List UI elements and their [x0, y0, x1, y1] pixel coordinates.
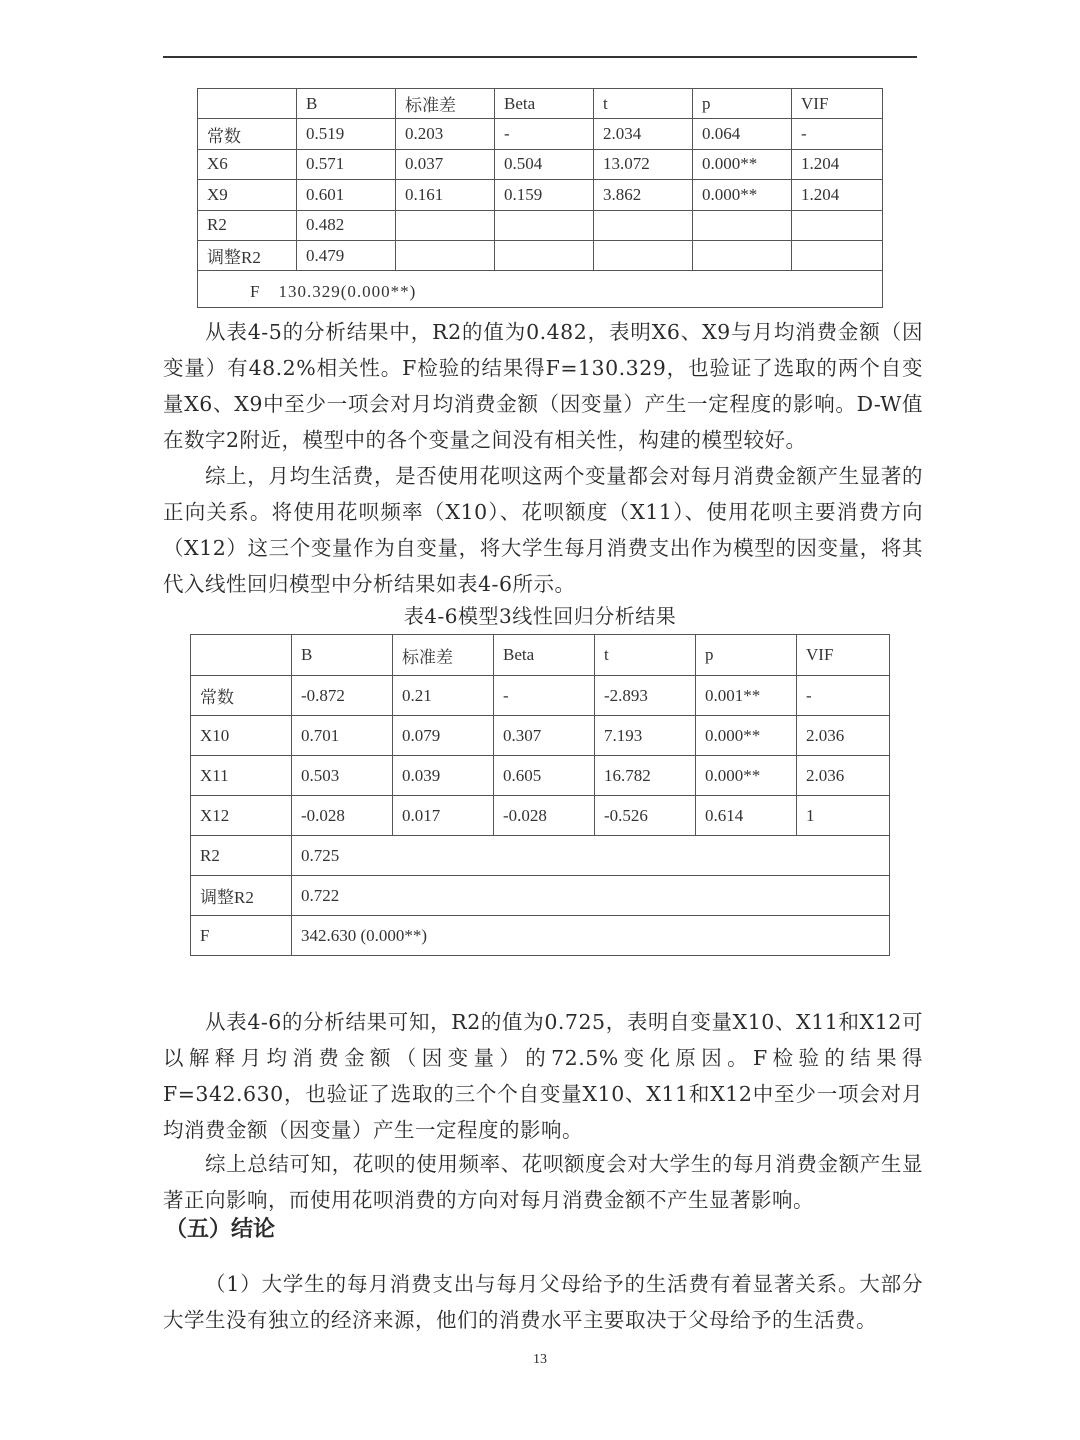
table-cell: -2.893 — [595, 676, 696, 716]
table-caption: 表4-6模型3线性回归分析结果 — [403, 604, 677, 628]
table-header-row — [191, 635, 890, 676]
regression-table-4-5 — [197, 88, 883, 308]
empty-cell — [792, 240, 883, 270]
paragraph-table-4-5-analysis: 从表4-5的分析结果中，R2的值为0.482，表明X6、X9与月均消费金额（因变量）有48.2%相关性。F检验的结果得F=130.329，也验证了选取的两个自变量X6、X9中至少一项会对月均消费金额（因变量）产生一定程度的影响。D-W值在数字2附近，模型中的各个变量之间没有相关性，构建的模型较好。 — [163, 320, 923, 452]
r2-label: R2 — [191, 836, 292, 876]
table-cell: 0.519 — [297, 119, 396, 149]
table-cell: p — [696, 635, 797, 676]
table-cell — [191, 635, 292, 676]
f-statistic: F 130.329(0.000**) — [198, 271, 883, 308]
table-cell: 标准差 — [393, 635, 494, 676]
table-cell: 0.571 — [297, 149, 396, 179]
table-cell: 0.037 — [396, 149, 495, 179]
table-cell: 常数 — [191, 676, 292, 716]
f-value: 342.630 (0.000**) — [292, 916, 890, 956]
section-heading: （五）结论 — [165, 1217, 276, 1242]
table-cell: 1 — [797, 796, 890, 836]
table-cell: 1.204 — [792, 180, 883, 210]
table-row — [198, 180, 883, 210]
table-cell: 16.782 — [595, 756, 696, 796]
table-cell: - — [494, 676, 595, 716]
table-cell: 0.504 — [495, 149, 594, 179]
table-row — [191, 796, 890, 836]
table-cell: Beta — [494, 635, 595, 676]
table-cell: VIF — [797, 635, 890, 676]
empty-cell — [495, 210, 594, 240]
table-cell: Beta — [495, 89, 594, 119]
empty-cell — [693, 240, 792, 270]
table-cell: t — [595, 635, 696, 676]
page-number: 13 — [533, 1352, 547, 1367]
r2-value: 0.482 — [297, 210, 396, 240]
r2-label: R2 — [198, 210, 297, 240]
table-cell: t — [594, 89, 693, 119]
table-cell: - — [792, 119, 883, 149]
table-cell: 0.21 — [393, 676, 494, 716]
paragraph-table-4-6-analysis: 从表4-6的分析结果可知，R2的值为0.725，表明自变量X10、X11和X12可以解释月均消费金额（因变量）的72.5%变化原因。F检验的结果得F=342.630，也验证了选取的三个个自变量X10、X11和X12中至少一项会对月均消费金额（因变量）产生一定程度的影响。 — [163, 1010, 923, 1142]
empty-cell — [792, 210, 883, 240]
table-cell: 3.862 — [594, 180, 693, 210]
adjusted-r2-label: 调整R2 — [198, 240, 297, 270]
table-cell: X10 — [191, 716, 292, 756]
table-row — [191, 716, 890, 756]
table-row — [198, 119, 883, 149]
adjusted-r2-label: 调整R2 — [191, 876, 292, 916]
f-statistic-row — [198, 271, 883, 308]
table-cell: 2.036 — [797, 756, 890, 796]
table-cell: - — [797, 676, 890, 716]
table-row — [198, 149, 883, 179]
table-cell: -0.526 — [595, 796, 696, 836]
empty-cell — [396, 210, 495, 240]
r2-row — [198, 210, 883, 240]
table-cell: 0.000** — [696, 756, 797, 796]
table-cell: 13.072 — [594, 149, 693, 179]
empty-cell — [693, 210, 792, 240]
paragraph-summary-variables: 综上，月均生活费，是否使用花呗这两个变量都会对每月消费金额产生显著的正向关系。将使用花呗频率（X10）、花呗额度（X11）、使用花呗主要消费方向（X12）这三个变量作为自变量，将大学生每月消费支出作为模型的因变量，将其代入线性回归模型中分析结果如表4-6所示。 — [163, 464, 923, 596]
table-header-row — [198, 89, 883, 119]
table-cell: X11 — [191, 756, 292, 796]
table-cell: -0.028 — [494, 796, 595, 836]
table-cell: -0.028 — [292, 796, 393, 836]
table-cell: 0.601 — [297, 180, 396, 210]
table-cell: 标准差 — [396, 89, 495, 119]
table-cell — [198, 89, 297, 119]
f-label: F — [191, 916, 292, 956]
paragraph-conclusion-1: （1）大学生的每月消费支出与每月父母给予的生活费有着显著关系。大部分大学生没有独立的经济来源，他们的消费水平主要取决于父母给予的生活费。 — [163, 1272, 923, 1332]
table-cell: 0.001** — [696, 676, 797, 716]
table-cell: 1.204 — [792, 149, 883, 179]
f-statistic-row — [191, 916, 890, 956]
table-cell: 0.079 — [393, 716, 494, 756]
table-cell: - — [495, 119, 594, 149]
table-cell: 0.614 — [696, 796, 797, 836]
table-cell: 0.000** — [693, 180, 792, 210]
table-cell: 0.064 — [693, 119, 792, 149]
table-cell: 2.034 — [594, 119, 693, 149]
table-cell: X9 — [198, 180, 297, 210]
table-cell: 0.307 — [494, 716, 595, 756]
table-cell: 0.503 — [292, 756, 393, 796]
table-cell: 0.203 — [396, 119, 495, 149]
r2-value: 0.725 — [292, 836, 890, 876]
table-cell: B — [292, 635, 393, 676]
paragraph-summary-huabei: 综上总结可知，花呗的使用频率、花呗额度会对大学生的每月消费金额产生显著正向影响，而使用花呗消费的方向对每月消费金额不产生显著影响。 — [163, 1152, 923, 1212]
table-cell: B — [297, 89, 396, 119]
table-cell: 0.000** — [696, 716, 797, 756]
table-cell: p — [693, 89, 792, 119]
table-cell: 2.036 — [797, 716, 890, 756]
table-cell: 0.039 — [393, 756, 494, 796]
adjusted-r2-row — [198, 240, 883, 270]
empty-cell — [495, 240, 594, 270]
regression-table-4-6 — [190, 634, 890, 956]
empty-cell — [594, 210, 693, 240]
table-cell: 0.000** — [693, 149, 792, 179]
table-cell: X6 — [198, 149, 297, 179]
adjusted-r2-value: 0.479 — [297, 240, 396, 270]
table-cell: 0.701 — [292, 716, 393, 756]
adjusted-r2-value: 0.722 — [292, 876, 890, 916]
adjusted-r2-row — [191, 876, 890, 916]
table-cell: 0.017 — [393, 796, 494, 836]
table-cell: 0.161 — [396, 180, 495, 210]
table-cell: VIF — [792, 89, 883, 119]
header-rule — [163, 56, 917, 58]
table-cell: -0.872 — [292, 676, 393, 716]
table-cell: 7.193 — [595, 716, 696, 756]
table-row — [191, 676, 890, 716]
table-cell: 常数 — [198, 119, 297, 149]
table-cell: X12 — [191, 796, 292, 836]
table-cell: 0.159 — [495, 180, 594, 210]
table-row — [191, 756, 890, 796]
empty-cell — [594, 240, 693, 270]
empty-cell — [396, 240, 495, 270]
r2-row — [191, 836, 890, 876]
table-cell: 0.605 — [494, 756, 595, 796]
